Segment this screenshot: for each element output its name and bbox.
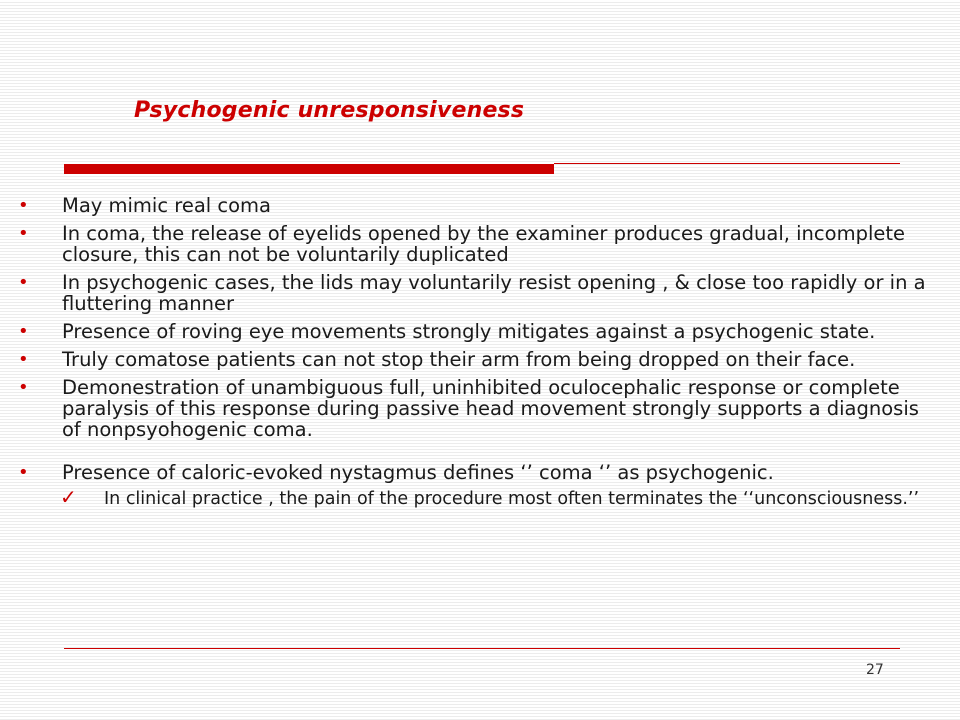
bullet-text: May mimic real coma — [62, 194, 272, 217]
bullet-icon: • — [18, 195, 29, 216]
bullet-text: In psychogenic cases, the lids may voluntarily resist opening , & close too rapidly or in a fluttering manner — [62, 271, 926, 315]
footer-rule — [64, 648, 900, 649]
slide-title: Psychogenic unresponsiveness — [134, 98, 525, 123]
bullet-text: Presence of roving eye movements strongly mitigates against a psychogenic state. — [62, 320, 876, 343]
bullet-item — [18, 377, 938, 440]
bullet-text: In coma, the release of eyelids opened by the examiner produces gradual, incomplete closure, this can not be voluntarily duplicated — [62, 222, 906, 266]
bullet-icon: • — [18, 462, 29, 483]
bullet-icon: • — [18, 321, 29, 342]
bullet-icon: • — [18, 272, 29, 293]
sub-bullet-text: In clinical practice , the pain of the procedure most often terminates the ‘‘unconsciousness.’’ — [104, 489, 920, 509]
bullet-list — [18, 195, 938, 509]
bullet-item — [18, 272, 938, 314]
sub-bullet-item — [18, 485, 938, 509]
title-underline-thick — [64, 164, 554, 174]
bullet-icon: • — [18, 377, 29, 398]
bullet-text: Truly comatose patients can not stop their arm from being dropped on their face. — [62, 348, 856, 371]
bullet-item — [18, 462, 938, 483]
bullet-item — [18, 321, 938, 342]
title-underline-thin — [554, 163, 900, 164]
bullet-text: Demonestration of unambiguous full, uninhibited oculocephalic response or complete paralysis of this response during passive head movement strongly supports a diagnosis of nonpsyohogenic coma. — [62, 376, 919, 441]
page-number: 27 — [866, 662, 884, 678]
bullet-item — [18, 349, 938, 370]
bullet-item — [18, 223, 938, 265]
bullet-item — [18, 195, 938, 216]
checkmark-icon: ✓ — [60, 485, 77, 509]
bullet-text: Presence of caloric-evoked nystagmus defines ‘’ coma ‘’ as psychogenic. — [62, 461, 774, 484]
bullet-icon: • — [18, 223, 29, 244]
bullet-icon: • — [18, 349, 29, 370]
